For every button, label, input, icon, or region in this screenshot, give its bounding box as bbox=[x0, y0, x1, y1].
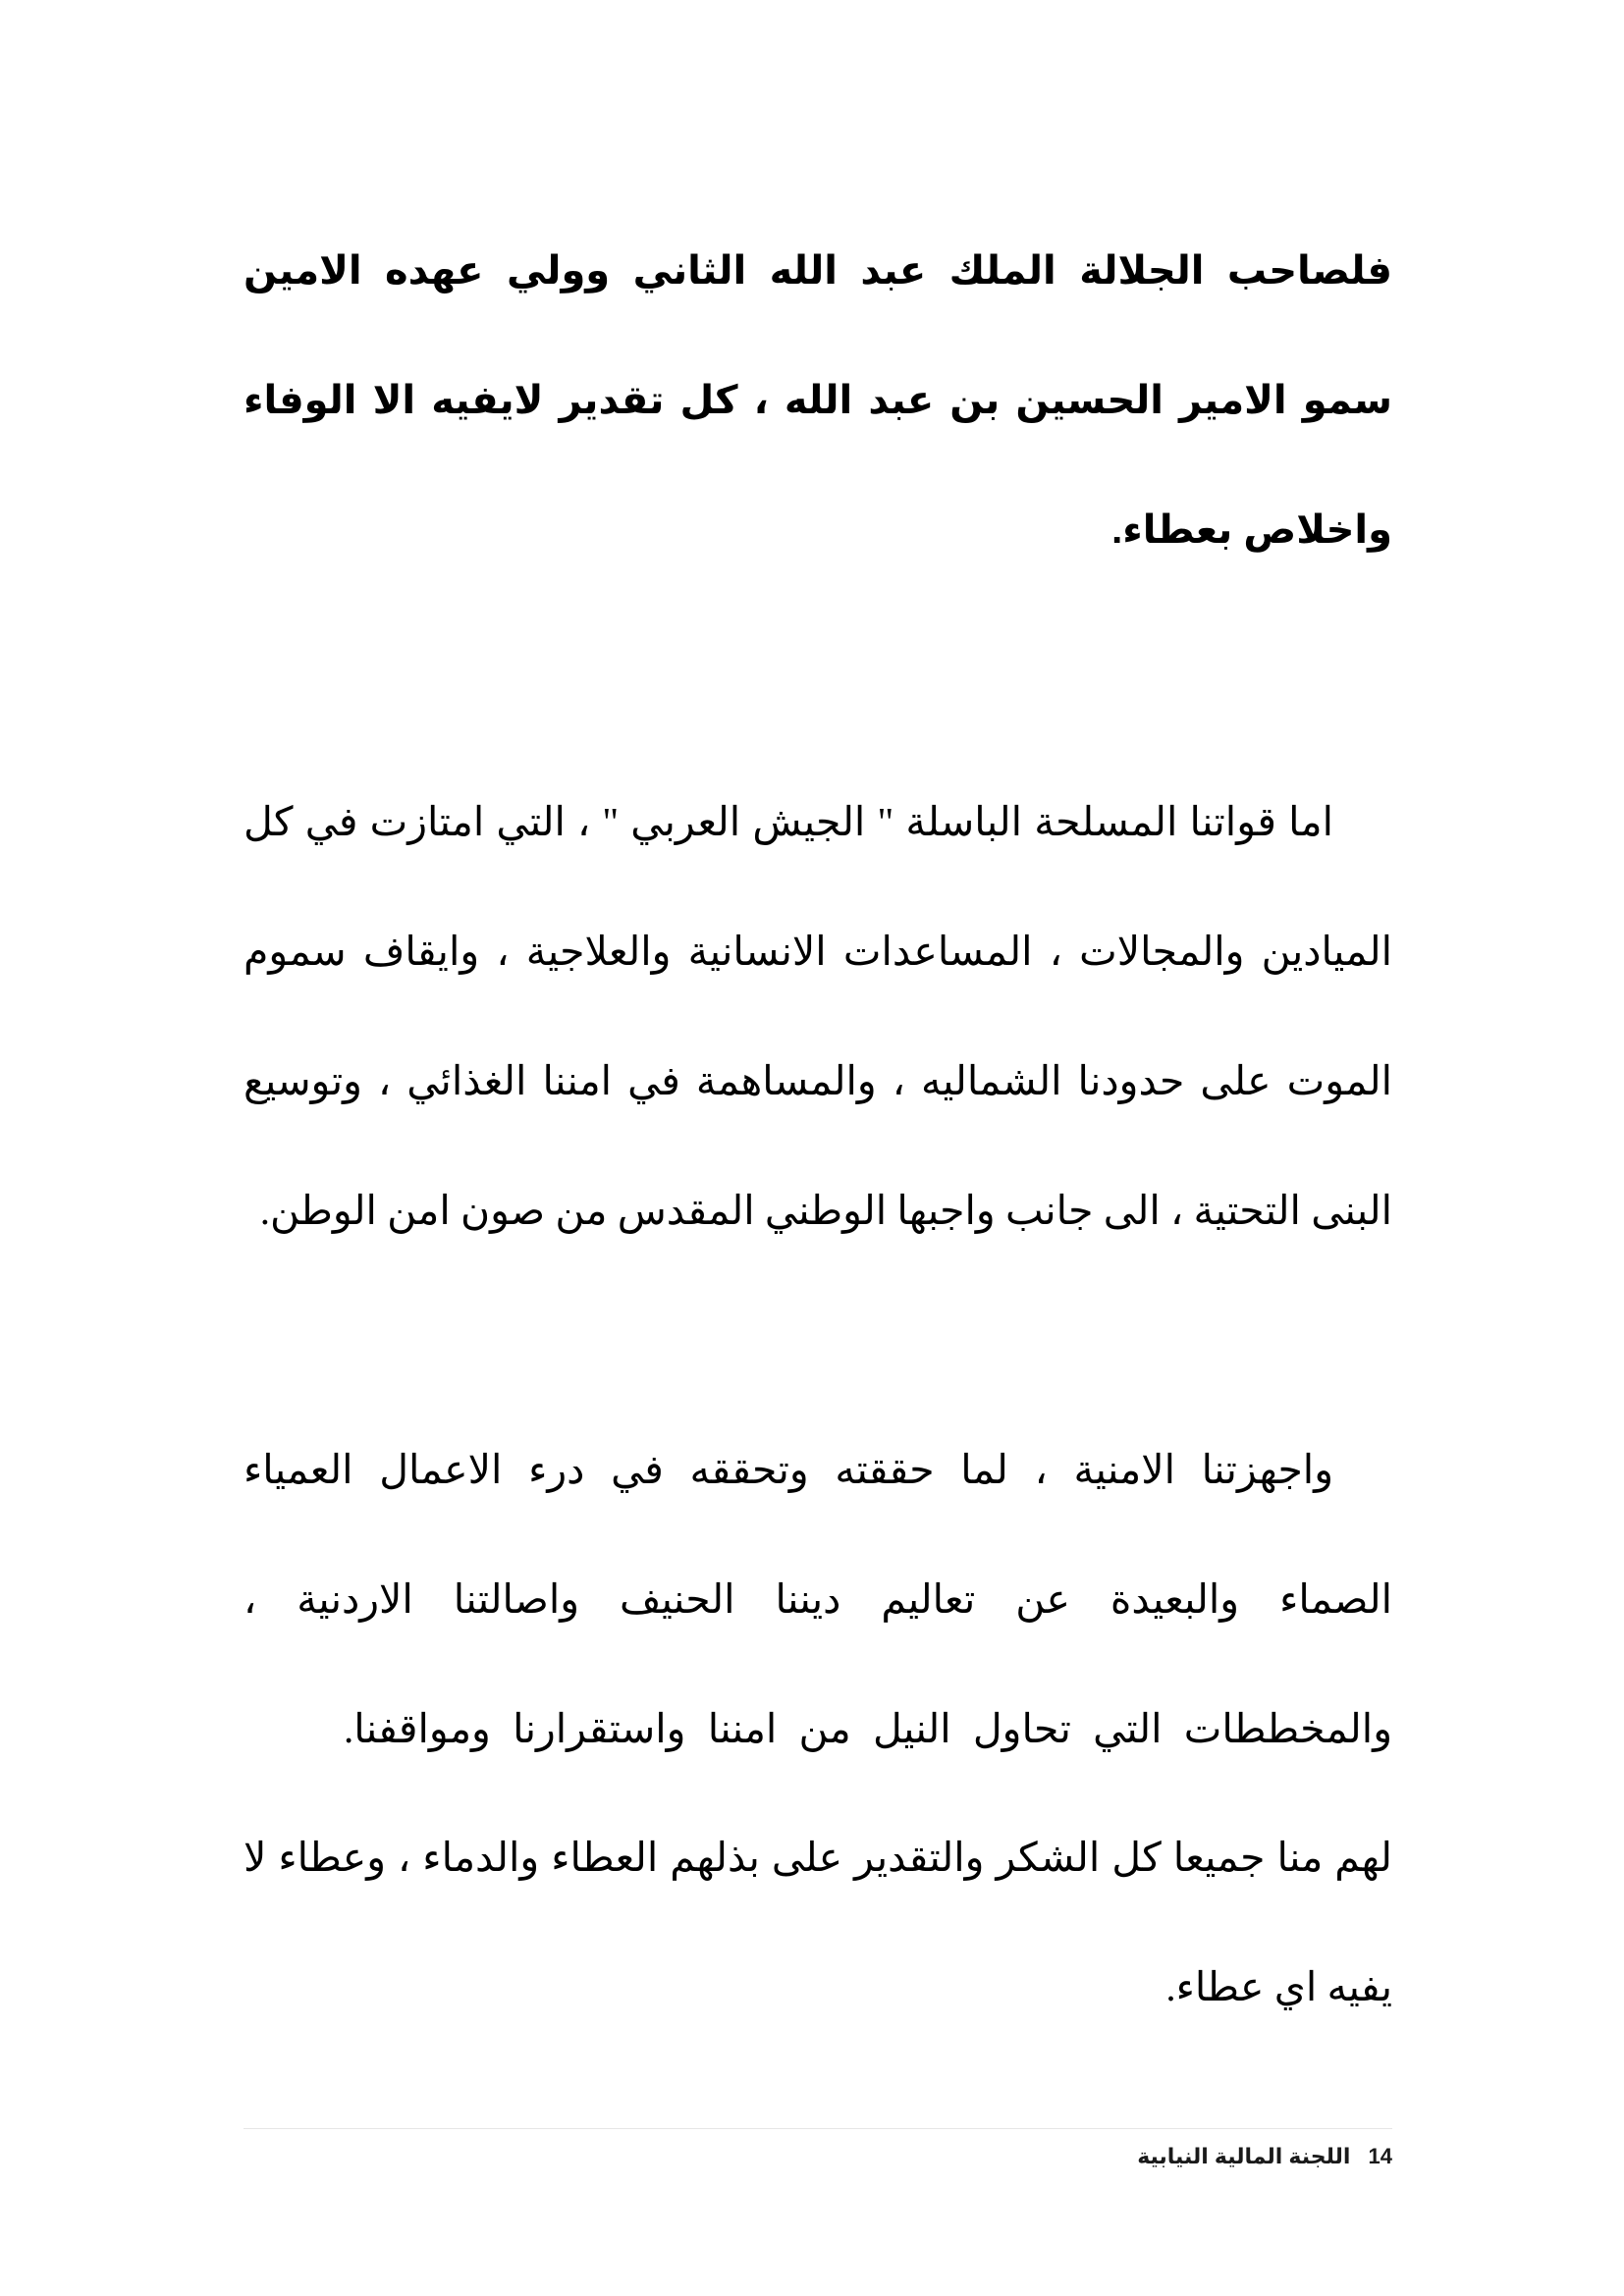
footer-divider bbox=[244, 2128, 1392, 2129]
tribute-leadership-paragraph: فلصاحب الجلالة الملك عبد الله الثاني وولي عهده الامين سمو الامير الحسين بن عبد الله ، كل تقدير لايفيه الا الوفاء واخلاص بعطاء. bbox=[244, 249, 1392, 552]
footer-committee-name: اللجنة المالية النيابية bbox=[1137, 2144, 1351, 2168]
page-footer bbox=[1137, 2144, 1392, 2169]
armed-forces-paragraph: اما قواتنا المسلحة الباسلة " الجيش العربي " ، التي امتازت في كل الميادين والمجالات ، المساعدات الانسانية والعلاجية ، وايقاف سموم الموت على حدودنا الشماليه ، والمساهمة في امننا الغذائي ، وتوسيع البنى التحتية ، الى جانب واجبها الوطني المقدس من صون امن الوطن. bbox=[244, 799, 1392, 1233]
page-number: 14 bbox=[1368, 2144, 1392, 2168]
security-services-paragraph: واجهزتنا الامنية ، لما حققته وتحققه في درء الاعمال العمياء الصماء والبعيدة عن تعاليم ديننا الحنيف واصالتنا الاردنية ، والمخططات التي تحاول النيل من امننا واستقرارنا ومواقفنا. bbox=[244, 1447, 1392, 1751]
thanks-paragraph: لهم منا جميعا كل الشكر والتقدير على بذلهم العطاء والدماء ، وعطاء لا يفيه اي عطاء. bbox=[244, 1835, 1392, 2009]
